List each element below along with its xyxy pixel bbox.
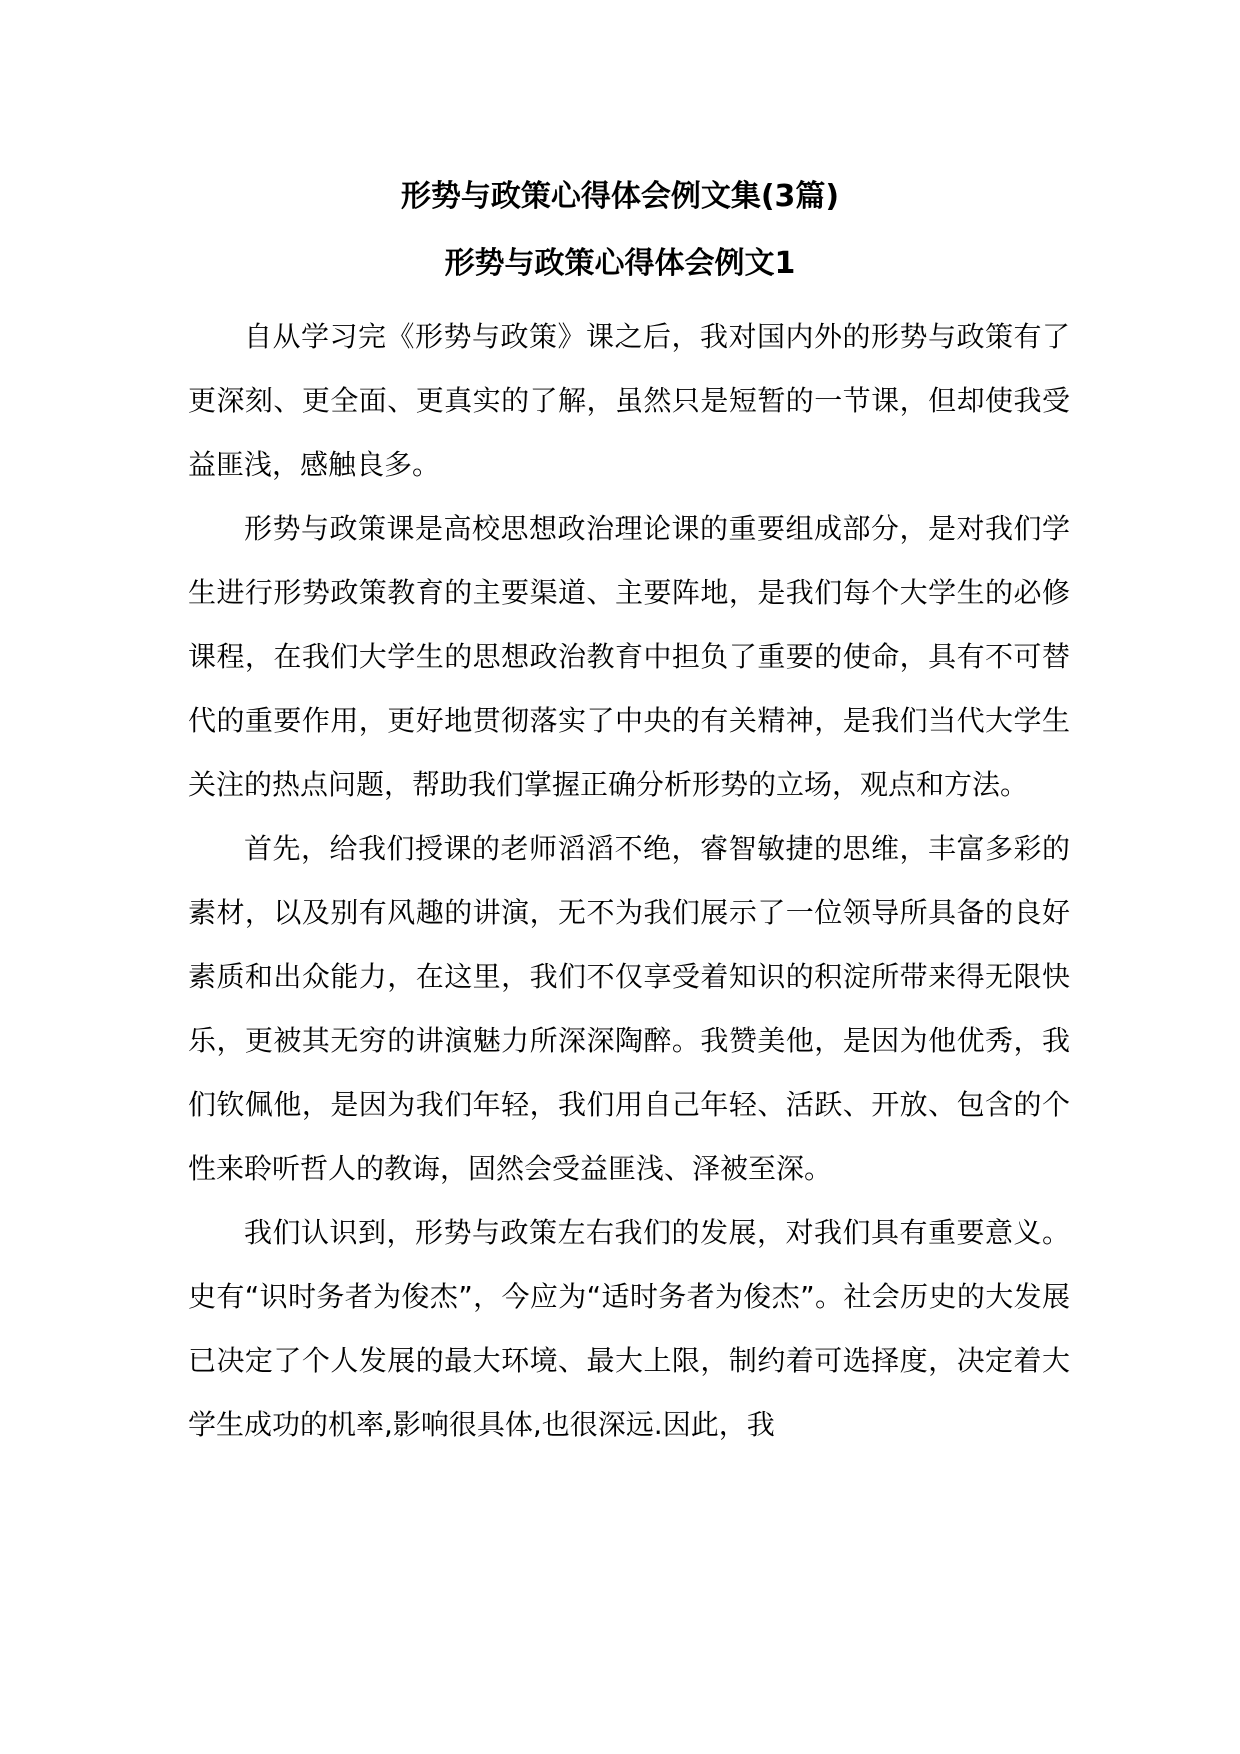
document-subtitle: 形势与政策心得体会例文1 bbox=[444, 246, 796, 281]
paragraph: 形势与政策课是高校思想政治理论课的重要组成部分，是对我们学生进行形势政策教育的主要渠道、主要阵地，是我们每个大学生的必修课程，在我们大学生的思想政治教育中担负了重要的使命，具有不可替代的重要作用，更好地贯彻落实了中央的有关精神，是我们当代大学生关注的热点问题，帮助我们掌握正确分析形势的立场，观点和方法。 bbox=[188, 512, 1070, 801]
document-title: 形势与政策心得体会例文集(3篇) bbox=[400, 179, 840, 214]
paragraph: 自从学习完《形势与政策》课之后，我对国内外的形势与政策有了更深刻、更全面、更真实的了解，虽然只是短暂的一节课，但却使我受益匪浅，感触良多。 bbox=[188, 320, 1070, 481]
paragraph: 首先，给我们授课的老师滔滔不绝，睿智敏捷的思维，丰富多彩的素材，以及别有风趣的讲演，无不为我们展示了一位领导所具备的良好素质和出众能力，在这里，我们不仅享受着知识的积淀所带来得无限快乐，更被其无穷的讲演魅力所深深陶醉。我赞美他，是因为他优秀，我们钦佩他，是因为我们年轻，我们用自己年轻、活跃、开放、包含的个性来聆听哲人的教诲，固然会受益匪浅、泽被至深。 bbox=[188, 832, 1070, 1185]
paragraph: 我们认识到，形势与政策左右我们的发展，对我们具有重要意义。史有“识时务者为俊杰”，今应为“适时务者为俊杰”。社会历史的大发展已决定了个人发展的最大环境、最大上限，制约着可选择度，决定着大学生成功的机率,影响很具体,也很深远.因此，我 bbox=[188, 1216, 1070, 1441]
document-body bbox=[188, 305, 1070, 1457]
